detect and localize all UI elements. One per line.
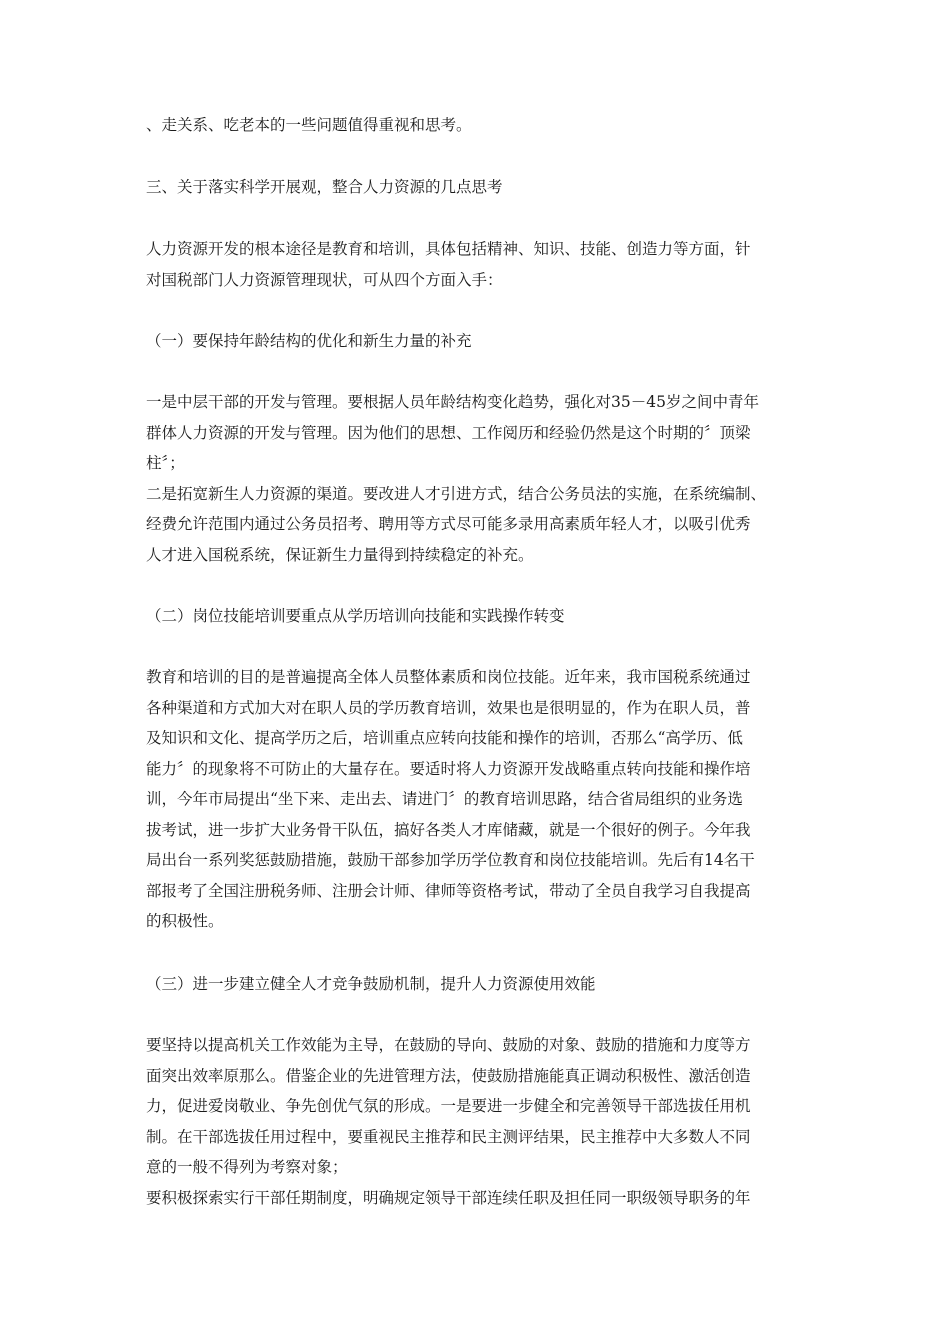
text-line: 一是中层干部的开发与管理。要根据人员年龄结构变化趋势，强化对35－45岁之间中青年	[146, 393, 759, 411]
text-line: 要坚持以提高机关工作效能为主导，在鼓励的导向、鼓励的对象、鼓励的措施和力度等方	[146, 1036, 751, 1054]
paragraph-training	[146, 662, 806, 937]
text-line: （三）进一步建立健全人才竞争鼓励机制，提升人力资源使用效能	[146, 975, 596, 993]
text-line: （二）岗位技能培训要重点从学历培训向技能和实践操作转变	[146, 607, 565, 625]
subheading-2	[146, 601, 806, 632]
subheading-1	[146, 326, 806, 357]
text-line: 力，促进爱岗敬业、争先创优气氛的形成。一是要进一步健全和完善领导干部选拔任用机	[146, 1097, 751, 1115]
text-line: 面突出效率原那么。借鉴企业的先进管理方法，使鼓励措施能真正调动积极性、激活创造	[146, 1066, 751, 1085]
text-line: 、走关系、吃老本的一些问题值得重视和思考。	[146, 116, 472, 134]
text-line: 制。在干部选拔任用过程中，要重视民主推荐和民主测评结果，民主推荐中大多数人不同	[146, 1127, 751, 1146]
text-line: 对国税部门人力资源管理现状，可从四个方面入手：	[146, 270, 503, 289]
paragraph-age-structure	[146, 387, 806, 570]
text-line: 各种渠道和方式加大对在职人员的学历教育培训，效果也是很明显的，作为在职人员，普	[146, 698, 751, 717]
paragraph-1	[146, 110, 806, 141]
section-heading-3	[146, 172, 806, 203]
text-line: 柱〞；	[146, 454, 185, 472]
text-line: 训，今年市局提出“坐下来、走出去、请进门〞的教育培训思路，结合省局组织的业务选	[146, 790, 743, 808]
text-line: （一）要保持年龄结构的优化和新生力量的补充	[146, 332, 472, 350]
paragraph-incentives	[146, 1030, 806, 1213]
text-line: 部报考了全国注册税务师、注册会计师、律师等资格考试，带动了全员自我学习自我提高	[146, 881, 751, 900]
text-line: 人力资源开发的根本途径是教育和培训，具体包括精神、知识、技能、创造力等方面，针	[146, 240, 751, 258]
text-line: 及知识和文化、提高学历之后，培训重点应转向技能和操作的培训，否那么“高学历、低	[146, 729, 743, 747]
text-line: 群体人力资源的开发与管理。因为他们的思想、工作阅历和经验仍然是这个时期的〞顶梁	[146, 423, 751, 442]
subheading-3	[146, 969, 806, 1000]
text-line: 意的一般不得列为考察对象；	[146, 1158, 348, 1176]
text-line: 能力〞的现象将不可防止的大量存在。要适时将人力资源开发战略重点转向技能和操作培	[146, 759, 751, 778]
text-line: 经费允许范围内通过公务员招考、聘用等方式尽可能多录用高素质年轻人才，以吸引优秀	[146, 515, 751, 533]
text-line: 二是拓宽新生人力资源的渠道。要改进人才引进方式，结合公务员法的实施，在系统编制、	[146, 484, 767, 503]
text-line: 三、关于落实科学开展观，整合人力资源的几点思考	[146, 178, 503, 196]
text-line: 的积极性。	[146, 912, 224, 930]
text-line: 局出台一系列奖惩鼓励措施，鼓励干部参加学历学位教育和岗位技能培训。先后有14名干	[146, 851, 755, 869]
paragraph-intro	[146, 234, 806, 295]
text-line: 教育和培训的目的是普遍提高全体人员整体素质和岗位技能。近年来，我市国税系统通过	[146, 668, 751, 686]
text-line: 拔考试，进一步扩大业务骨干队伍，搞好各类人才库储藏，就是一个很好的例子。今年我	[146, 820, 751, 839]
text-line: 人才进入国税系统，保证新生力量得到持续稳定的补充。	[146, 545, 534, 564]
text-line: 要积极探索实行干部任期制度，明确规定领导干部连续任职及担任同一职级领导职务的年	[146, 1188, 751, 1207]
